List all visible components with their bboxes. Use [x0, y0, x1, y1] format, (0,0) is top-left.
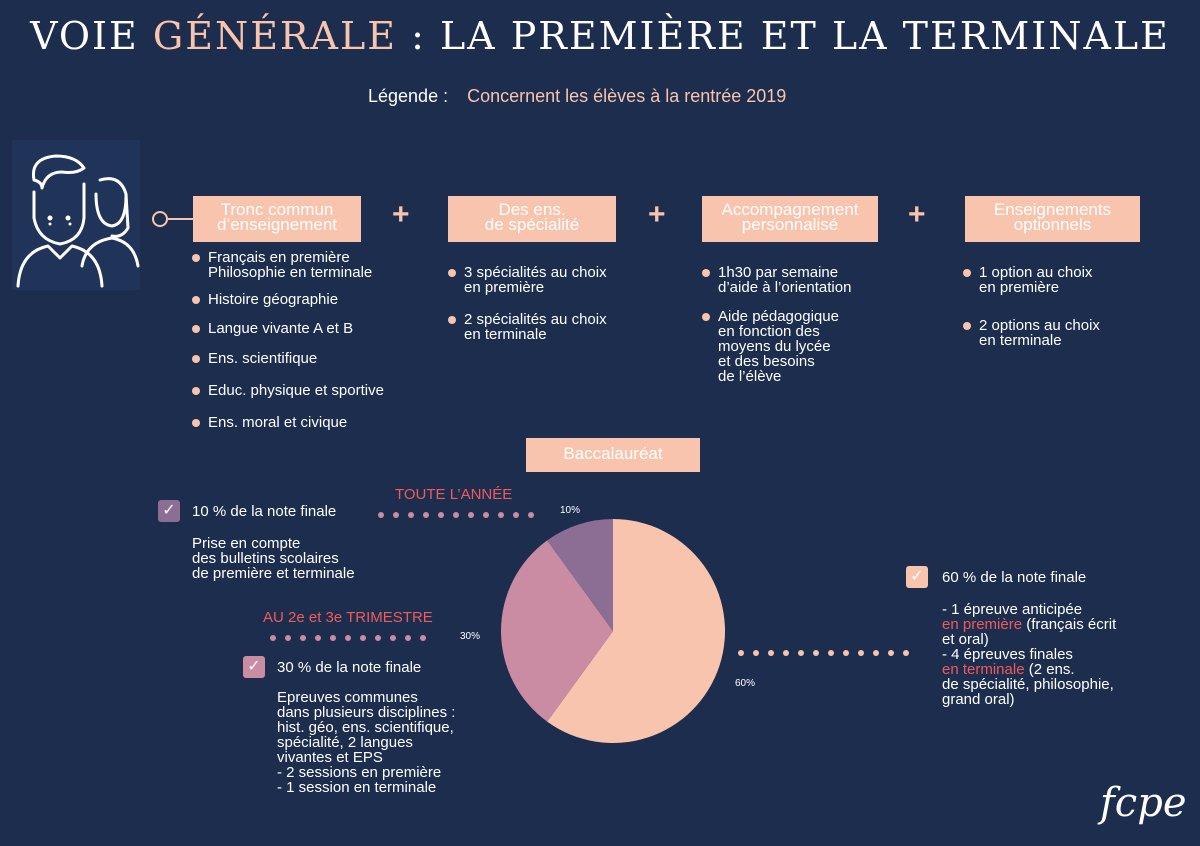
list-item-text: Ens. scientifique: [208, 350, 318, 367]
category-label-line-1: Tronc commun: [220, 200, 334, 219]
list-item: [192, 321, 353, 336]
connector-circle: [152, 211, 168, 227]
list-item: [702, 309, 839, 384]
bullet-dot: [448, 269, 456, 277]
pie-label-30: 30%: [460, 631, 481, 642]
note-60-title: 60 % de la note finale: [942, 569, 1087, 586]
check-icon: ✓: [158, 500, 180, 522]
eye-left: [48, 216, 53, 221]
category-label-line-2: d’enseignement: [216, 215, 338, 234]
category-label-line-2: optionnels: [1013, 215, 1092, 234]
trimestre-label: AU 2e et 3e TRIMESTRE: [263, 609, 433, 626]
connector-line: [168, 218, 194, 220]
category-accompagnement: [702, 196, 878, 242]
category-label-line-2: personnalisé: [741, 215, 839, 234]
plus-sign: +: [392, 198, 410, 231]
note-60-line: [942, 662, 1116, 677]
note-60-line: - 4 épreuves finales: [942, 646, 1073, 663]
list-item: [192, 351, 317, 366]
note-60-text: (français écrit: [1022, 616, 1117, 633]
list-item: [192, 292, 338, 307]
bullet-dot: [192, 325, 200, 333]
note-10-body: Prise en compte des bulletins scolaires de première et terminale: [192, 535, 355, 582]
bullet-dot: [192, 387, 200, 395]
pie-chart: [490, 508, 736, 754]
list-item-text: 3 spécialités au choix en première: [464, 264, 607, 296]
bullet-dot: [963, 269, 971, 277]
note-60-line: et oral): [942, 631, 989, 648]
dotted-connector-30: [270, 635, 426, 641]
list-item-text: Histoire géographie: [208, 291, 339, 308]
bullet-dot: [702, 269, 710, 277]
logo-text: fcpe: [1100, 780, 1187, 826]
title-suffix: : LA PREMIÈRE ET LA TERMINALE: [411, 14, 1170, 58]
legend: [368, 86, 786, 107]
list-item: [448, 312, 607, 342]
list-item-text: 1 option au choix en première: [979, 264, 1093, 296]
category-optionnels: [965, 196, 1140, 242]
list-item: [963, 265, 1092, 295]
list-item-text: Aide pédagogique en fonction des moyens du lycée et des besoins de l’élève: [718, 308, 839, 385]
plus-sign: +: [908, 198, 926, 231]
list-item: [192, 415, 347, 430]
note-30-title: 30 % de la note finale: [277, 659, 422, 676]
highlight-terminale: en terminale: [942, 661, 1025, 678]
page-title: [0, 14, 1200, 58]
note-60-line: grand oral): [942, 691, 1015, 708]
list-item-text: Langue vivante A et B: [208, 320, 354, 337]
pie-label-60: 60%: [735, 678, 756, 689]
category-label-line-2: de spécialité: [484, 215, 580, 234]
note-60-line: [942, 617, 1116, 632]
bullet-dot: [192, 419, 200, 427]
legend-label: Légende :: [368, 86, 449, 106]
eye-right: [66, 216, 71, 221]
dotted-connector-60: [738, 650, 909, 656]
legend-value: Concernent les élèves à la rentrée 2019: [467, 86, 787, 106]
fcpe-logo: [1100, 780, 1186, 826]
category-label-line-1: Des ens.: [498, 200, 566, 219]
list-item-text: 2 options au choix en terminale: [979, 317, 1100, 349]
note-60-text: (2 ens.: [1024, 661, 1075, 678]
note-60-line: - 1 épreuve anticipée: [942, 601, 1083, 618]
list-item: [192, 383, 384, 398]
category-label-line-1: Enseignements: [993, 200, 1112, 219]
students-icon: [12, 140, 140, 290]
note-60-body: [942, 602, 1116, 707]
toute-annee-label: TOUTE L’ANNÉE: [395, 486, 513, 503]
category-specialite: [448, 196, 616, 242]
list-item-text: Educ. physique et sportive: [208, 382, 384, 399]
note-30-body: Epreuves communes dans plusieurs disciplines : hist. géo, ens. scientifique, spécialité, 2 langues vivantes et EPS - 2 sessions en première - 1 session en terminale: [277, 689, 456, 796]
list-item: [963, 318, 1100, 348]
check-icon: ✓: [243, 656, 265, 678]
plus-sign: +: [648, 198, 666, 231]
list-item-text: 1h30 par semaine d’aide à l’orientation: [718, 264, 852, 296]
title-prefix: VOIE: [30, 14, 139, 58]
list-item-text: Ens. moral et civique: [208, 414, 348, 431]
bullet-dot: [192, 355, 200, 363]
bullet-dot: [192, 254, 200, 262]
list-item-text: 2 spécialités au choix en terminale: [464, 311, 607, 343]
bullet-dot: [702, 313, 710, 321]
list-item: [702, 265, 851, 295]
bullet-dot: [192, 296, 200, 304]
list-item: [448, 265, 607, 295]
category-label-line-1: Accompagnement: [721, 200, 859, 219]
title-accent: GÉNÉRALE: [152, 14, 397, 58]
highlight-premiere: en première: [942, 616, 1023, 633]
note-60-line: de spécialité, philosophie,: [942, 676, 1114, 693]
category-tronc-commun: [193, 196, 361, 242]
bullet-dot: [448, 316, 456, 324]
list-item-text: Français en première Philosophie en terminale: [208, 249, 373, 281]
bac-label: Baccalauréat: [526, 438, 700, 472]
pie-label-10: 10%: [560, 505, 581, 516]
list-item: [192, 250, 372, 280]
note-10-title: 10 % de la note finale: [192, 503, 337, 520]
bullet-dot: [963, 322, 971, 330]
check-icon: ✓: [906, 566, 928, 588]
